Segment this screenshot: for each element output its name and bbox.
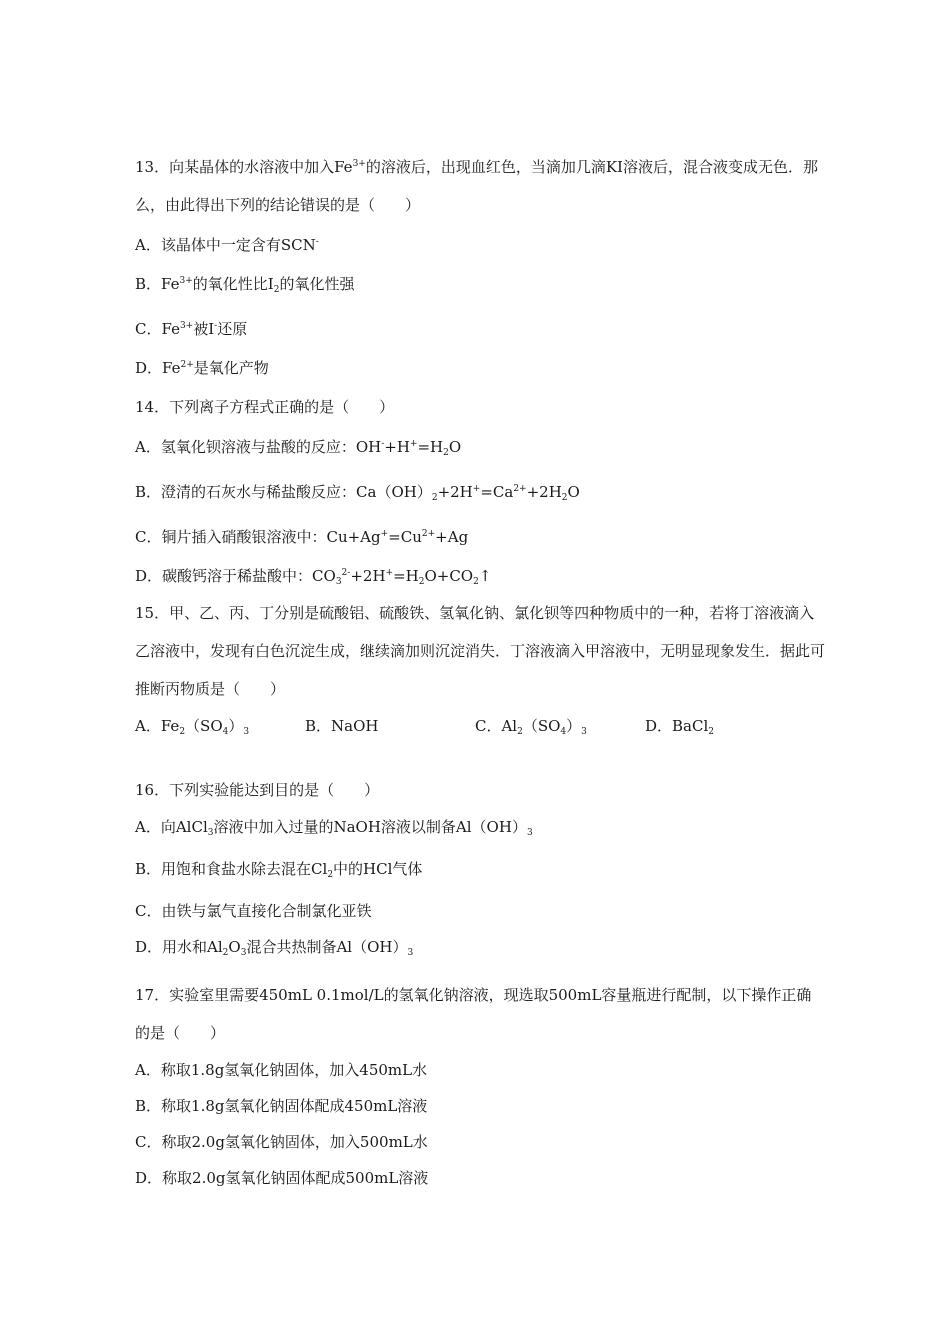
question-16 bbox=[135, 771, 825, 971]
question-15 bbox=[135, 594, 825, 750]
option-d: D．碳酸钙溶于稀盐酸中：$CO_3^{2-}+2H^+=H_2O+CO_2↑$ bbox=[135, 567, 492, 587]
option-b: B．称取1.8g氢氧化钠固体配成450mL溶液 bbox=[135, 1097, 428, 1115]
option-a: A．氢氧化钡溶液与盐酸的反应：$OH^-+H^+=H_2O$ bbox=[135, 438, 462, 458]
option-c: C．$Al_2(SO_4)_3$ bbox=[475, 717, 587, 737]
option-a: A．称取1.8g氢氧化钠固体，加入450mL水 bbox=[135, 1061, 428, 1079]
question-stem: 16．下列实验能达到目的是（ ） bbox=[135, 781, 380, 799]
option-c: C．称取2.0g氢氧化钠固体，加入500mL水 bbox=[135, 1133, 428, 1151]
option-a: A．向AlCl$_3$溶液中加入过量的NaOH溶液以制备$Al(OH)_3$ bbox=[135, 818, 533, 838]
option-c: C．$Fe^{3+}$被I-还原 bbox=[135, 320, 248, 338]
question-stem: 17．实验室里需要450mL 0.1mol/L的氢氧化钠溶液，现选取500mL容量瓶进行配制，以下操作正确的是（ ） bbox=[135, 986, 812, 1042]
option-b: B．澄清的石灰水与稀盐酸反应：$Ca(OH)_2+2H^+=Ca^{2+}+2H_2O$ bbox=[135, 483, 580, 503]
question-stem: 14．下列离子方程式正确的是（ ） bbox=[135, 398, 395, 416]
option-d: D．用水和$Al_2O_3$混合共热制备$Al(OH)_3$ bbox=[135, 938, 414, 958]
option-d: D．BaCl$_2$ bbox=[645, 717, 715, 737]
option-c: C．铜片插入硝酸银溶液中：$Cu+Ag^+=Cu^{2+}+Ag$ bbox=[135, 528, 469, 546]
option-d: D．称取2.0g氢氧化钠固体配成500mL溶液 bbox=[135, 1169, 429, 1187]
question-17 bbox=[135, 976, 825, 1196]
question-14 bbox=[135, 388, 825, 600]
option-c: C．由铁与氯气直接化合制氯化亚铁 bbox=[135, 902, 372, 920]
question-stem: 13．向某晶体的水溶液中加入$Fe^{3+}$的溶液后，出现血红色，当滴加几滴KI溶液后，混合液变成无色．那么，由此得出下列的结论错误的是（ ） bbox=[135, 158, 818, 214]
options-row bbox=[135, 708, 825, 750]
option-a: A．该晶体中一定含有SCN- bbox=[135, 236, 319, 254]
option-d: D．$Fe^{2+}$是氧化产物 bbox=[135, 359, 269, 377]
option-b: B．$Fe^{3+}$的氧化性比$I_2$的氧化性强 bbox=[135, 275, 355, 295]
question-stem: 15．甲、乙、丙、丁分别是硫酸铝、硫酸铁、氢氧化钠、氯化钡等四种物质中的一种，若将丁溶液滴入乙溶液中，发现有白色沉淀生成，继续滴加则沉淀消失．丁溶液滴入甲溶液中，无明显现象发生．据此可推断丙物质是（ ） bbox=[135, 604, 826, 698]
question-13 bbox=[135, 145, 825, 386]
option-b: B．用饱和食盐水除去混在$Cl_2$中的HCl气体 bbox=[135, 860, 423, 880]
option-a: A．$Fe_2(SO_4)_3$ bbox=[135, 717, 250, 737]
option-b: B．NaOH bbox=[305, 717, 379, 735]
